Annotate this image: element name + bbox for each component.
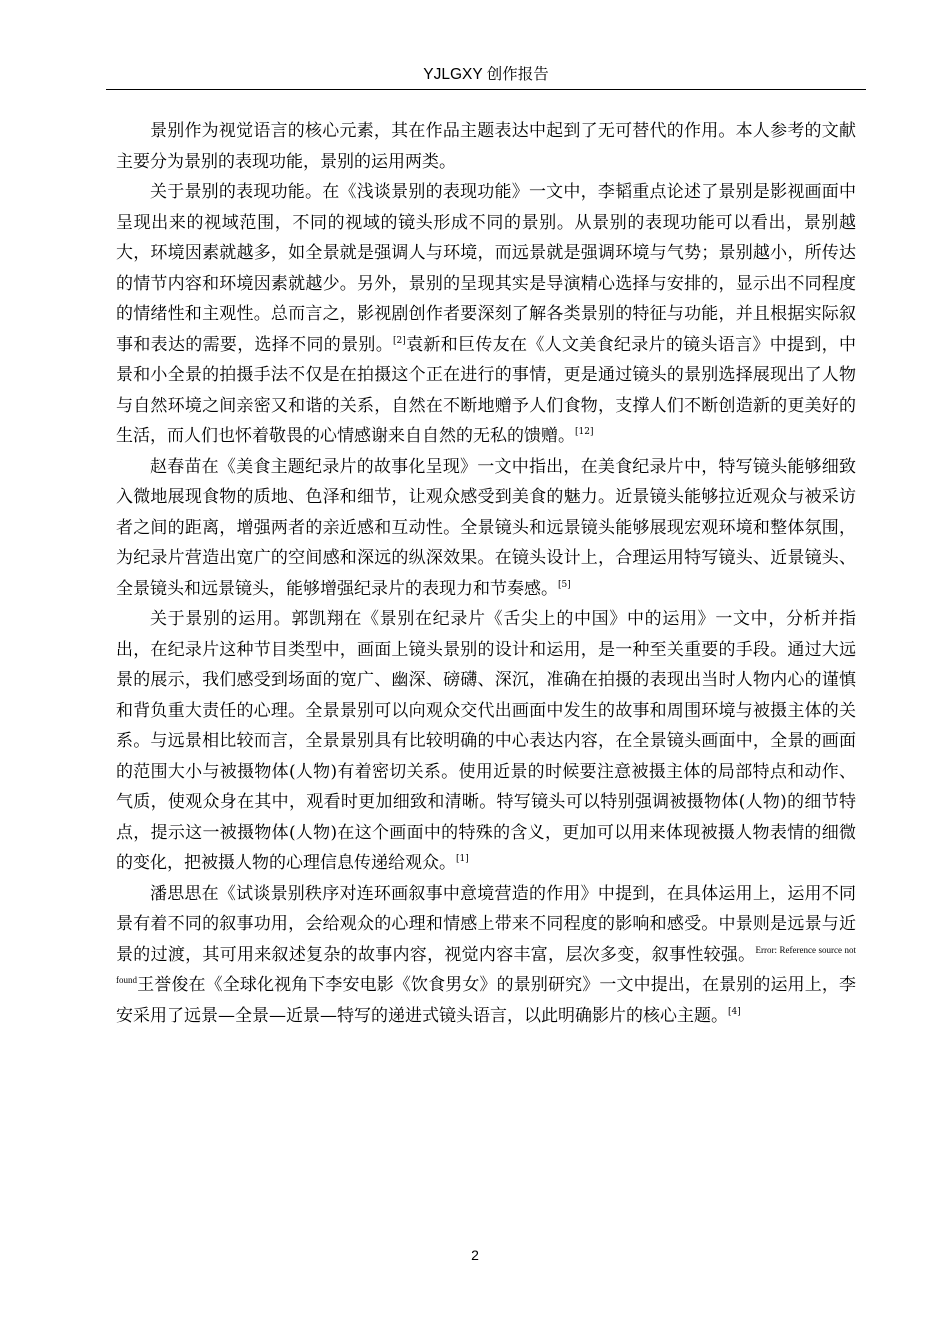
page-header-title: YJLGXY 创作报告 [423, 66, 549, 83]
paragraph-text: 袁新和巨传友在《人文美食纪录片的镜头语言》中提到，中景和小全景的拍摄手法不仅是在拍摄这个正在进行的事情，更是通过镜头的景别选择展现出了人物与自然环境之间亲密又和谐的关系，自然在不断地赠予人们食物，支撑人们不断创造新的更美好的生活，而人们也怀着敬畏的心情感谢来自自然的无私的馈赠。 [116, 334, 856, 446]
reference-error-note: Error: Reference source not found [116, 944, 856, 985]
paragraph-text: 关于景别的表现功能。在《浅谈景别的表现功能》一文中，李韬重点论述了景别是影视画面中呈现出来的视域范围，不同的视域的镜头形成不同的景别。从景别的表现功能可以看出，景别越大，环境因素就越多，如全景就是强调人与环境，而远景就是强调环境与气势；景别越小，所传达的情节内容和环境因素就越少。另外，景别的呈现其实是导演精心选择与安排的，显示出不同程度的情绪性和主观性。总而言之，影视剧创作者要深刻了解各类景别的特征与功能，并且根据实际叙事和表达的需要，选择不同的景别。 [116, 182, 856, 355]
page-number: 2 [471, 1247, 479, 1263]
citation-ref: [2] [393, 335, 406, 346]
paragraph-text: 潘思思在《试谈景别秩序对连环画叙事中意境营造的作用》中提到，在具体运用上，运用不同景有着不同的叙事功用，会给观众的心理和情感上带来不同程度的影响和感受。中景则是远景与近景的过渡，其可用来叙述复杂的故事内容，视觉内容丰富，层次多变，叙事性较强。 [116, 883, 856, 965]
paragraph-expressive-function [116, 177, 856, 452]
paragraph-text: 景别作为视觉语言的核心元素，其在作品主题表达中起到了无可替代的作用。本人参考的文献主要分为景别的表现功能，景别的运用两类。 [116, 121, 856, 172]
paragraph-text: 赵春苗在《美食主题纪录片的故事化呈现》一文中指出，在美食纪录片中，特写镜头能够细致入微地展现食物的质地、色泽和细节，让观众感受到美食的魅力。近景镜头能够拉近观众与被采访者之间的距离，增强两者的亲近感和互动性。全景镜头和远景镜头能够展现宏观环境和整体氛围，为纪录片营造出宽广的空间感和深远的纵深效果。在镜头设计上，合理运用特写镜头、近景镜头、全景镜头和远景镜头，能够增强纪录片的表现力和节奏感。 [116, 456, 856, 599]
paragraph-food-documentary [116, 452, 856, 605]
citation-ref: [1] [456, 854, 469, 864]
citation-ref: [5] [558, 579, 571, 590]
citation-ref: [4] [728, 1006, 741, 1017]
paragraph-shot-application [116, 604, 856, 879]
citation-ref: [12] [575, 427, 594, 437]
paragraph-text: 关于景别的运用。郭凯翔在《景别在纪录片《舌尖上的中国》中的运用》一文中，分析并指出，在纪录片这种节目类型中，画面上镜头景别的设计和运用，是一种至关重要的手段。通过大远景的展示，我们感受到场面的宽广、幽深、磅礴、深沉，准确在拍摄的表现出当时人物内心的谨慎和背负重大责任的心理。全景景别可以向观众交代出画面中发生的故事和周围环境与被摄主体的关系。与远景相比较而言，全景景别具有比较明确的中心表达内容，在全景镜头画面中，全景的画面的范围大小与被摄物体(人物)有着密切关系。使用近景的时候要注意被摄主体的局部特点和动作、气质，使观众身在其中，观看时更加细致和清晰。特写镜头可以特别强调被摄物体(人物)的细节特点，提示这一被摄物体(人物)在这个画面中的特殊的含义，更加可以用来体现被摄人物表情的细微的变化，把被摄人物的心理信息传递给观众。 [116, 609, 856, 873]
report-body [116, 116, 856, 1031]
paragraph-intro [116, 116, 856, 177]
paragraph-narrative-order [116, 879, 856, 1032]
header-divider [106, 89, 866, 90]
paragraph-text: 王誉俊在《全球化视角下李安电影《饮食男女》的景别研究》一文中提出，在景别的运用上，李安采用了远景—全景—近景—特写的递进式镜头语言，以此明确影片的核心主题。 [116, 975, 856, 1026]
